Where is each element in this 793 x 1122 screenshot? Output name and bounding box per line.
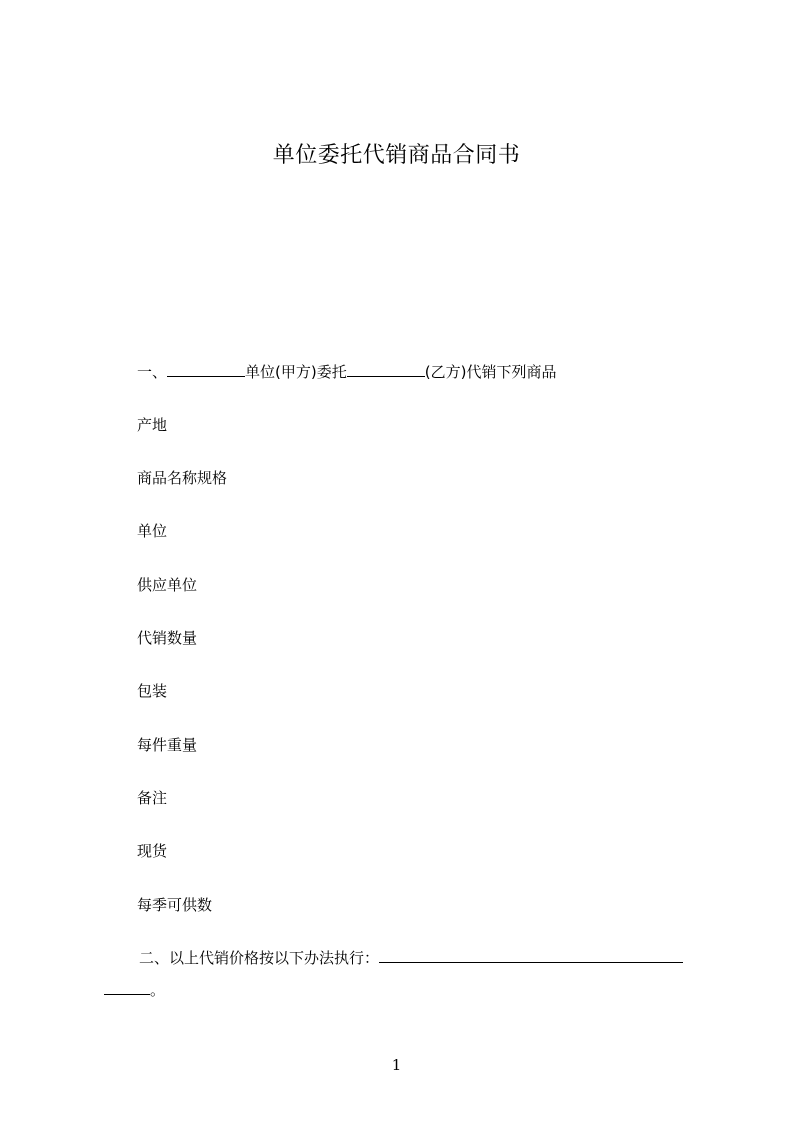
document-title: 单位委托代销商品合同书	[272, 143, 521, 168]
clause-1-prefix: 一、	[137, 363, 168, 381]
clause-2-end: 。	[150, 981, 166, 999]
item-weight-per-piece: 每件重量	[137, 736, 198, 754]
clause-1-text-b: (乙方)代销下列商品	[424, 363, 557, 381]
item-stock: 现货	[137, 842, 168, 860]
item-supplier: 供应单位	[137, 576, 198, 594]
price-method-blank	[379, 948, 683, 963]
clause-2-continuation	[104, 979, 165, 1001]
item-unit: 单位	[137, 522, 168, 540]
party-b-blank	[347, 362, 425, 377]
item-product-name-spec: 商品名称规格	[137, 469, 228, 487]
clause-2	[139, 947, 683, 969]
item-origin: 产地	[137, 416, 168, 434]
item-consignment-quantity: 代销数量	[137, 629, 198, 647]
party-a-blank	[167, 362, 245, 377]
item-seasonal-supply: 每季可供数	[137, 896, 213, 914]
page-number: 1	[391, 1056, 402, 1074]
clause-1-text-a: 单位(甲方)委托	[245, 363, 347, 381]
price-method-blank-cont	[104, 980, 150, 995]
item-remarks: 备注	[137, 789, 168, 807]
item-packaging: 包装	[137, 682, 168, 700]
clause-1	[137, 361, 556, 383]
clause-2-text: 二、以上代销价格按以下办法执行：	[139, 949, 380, 967]
